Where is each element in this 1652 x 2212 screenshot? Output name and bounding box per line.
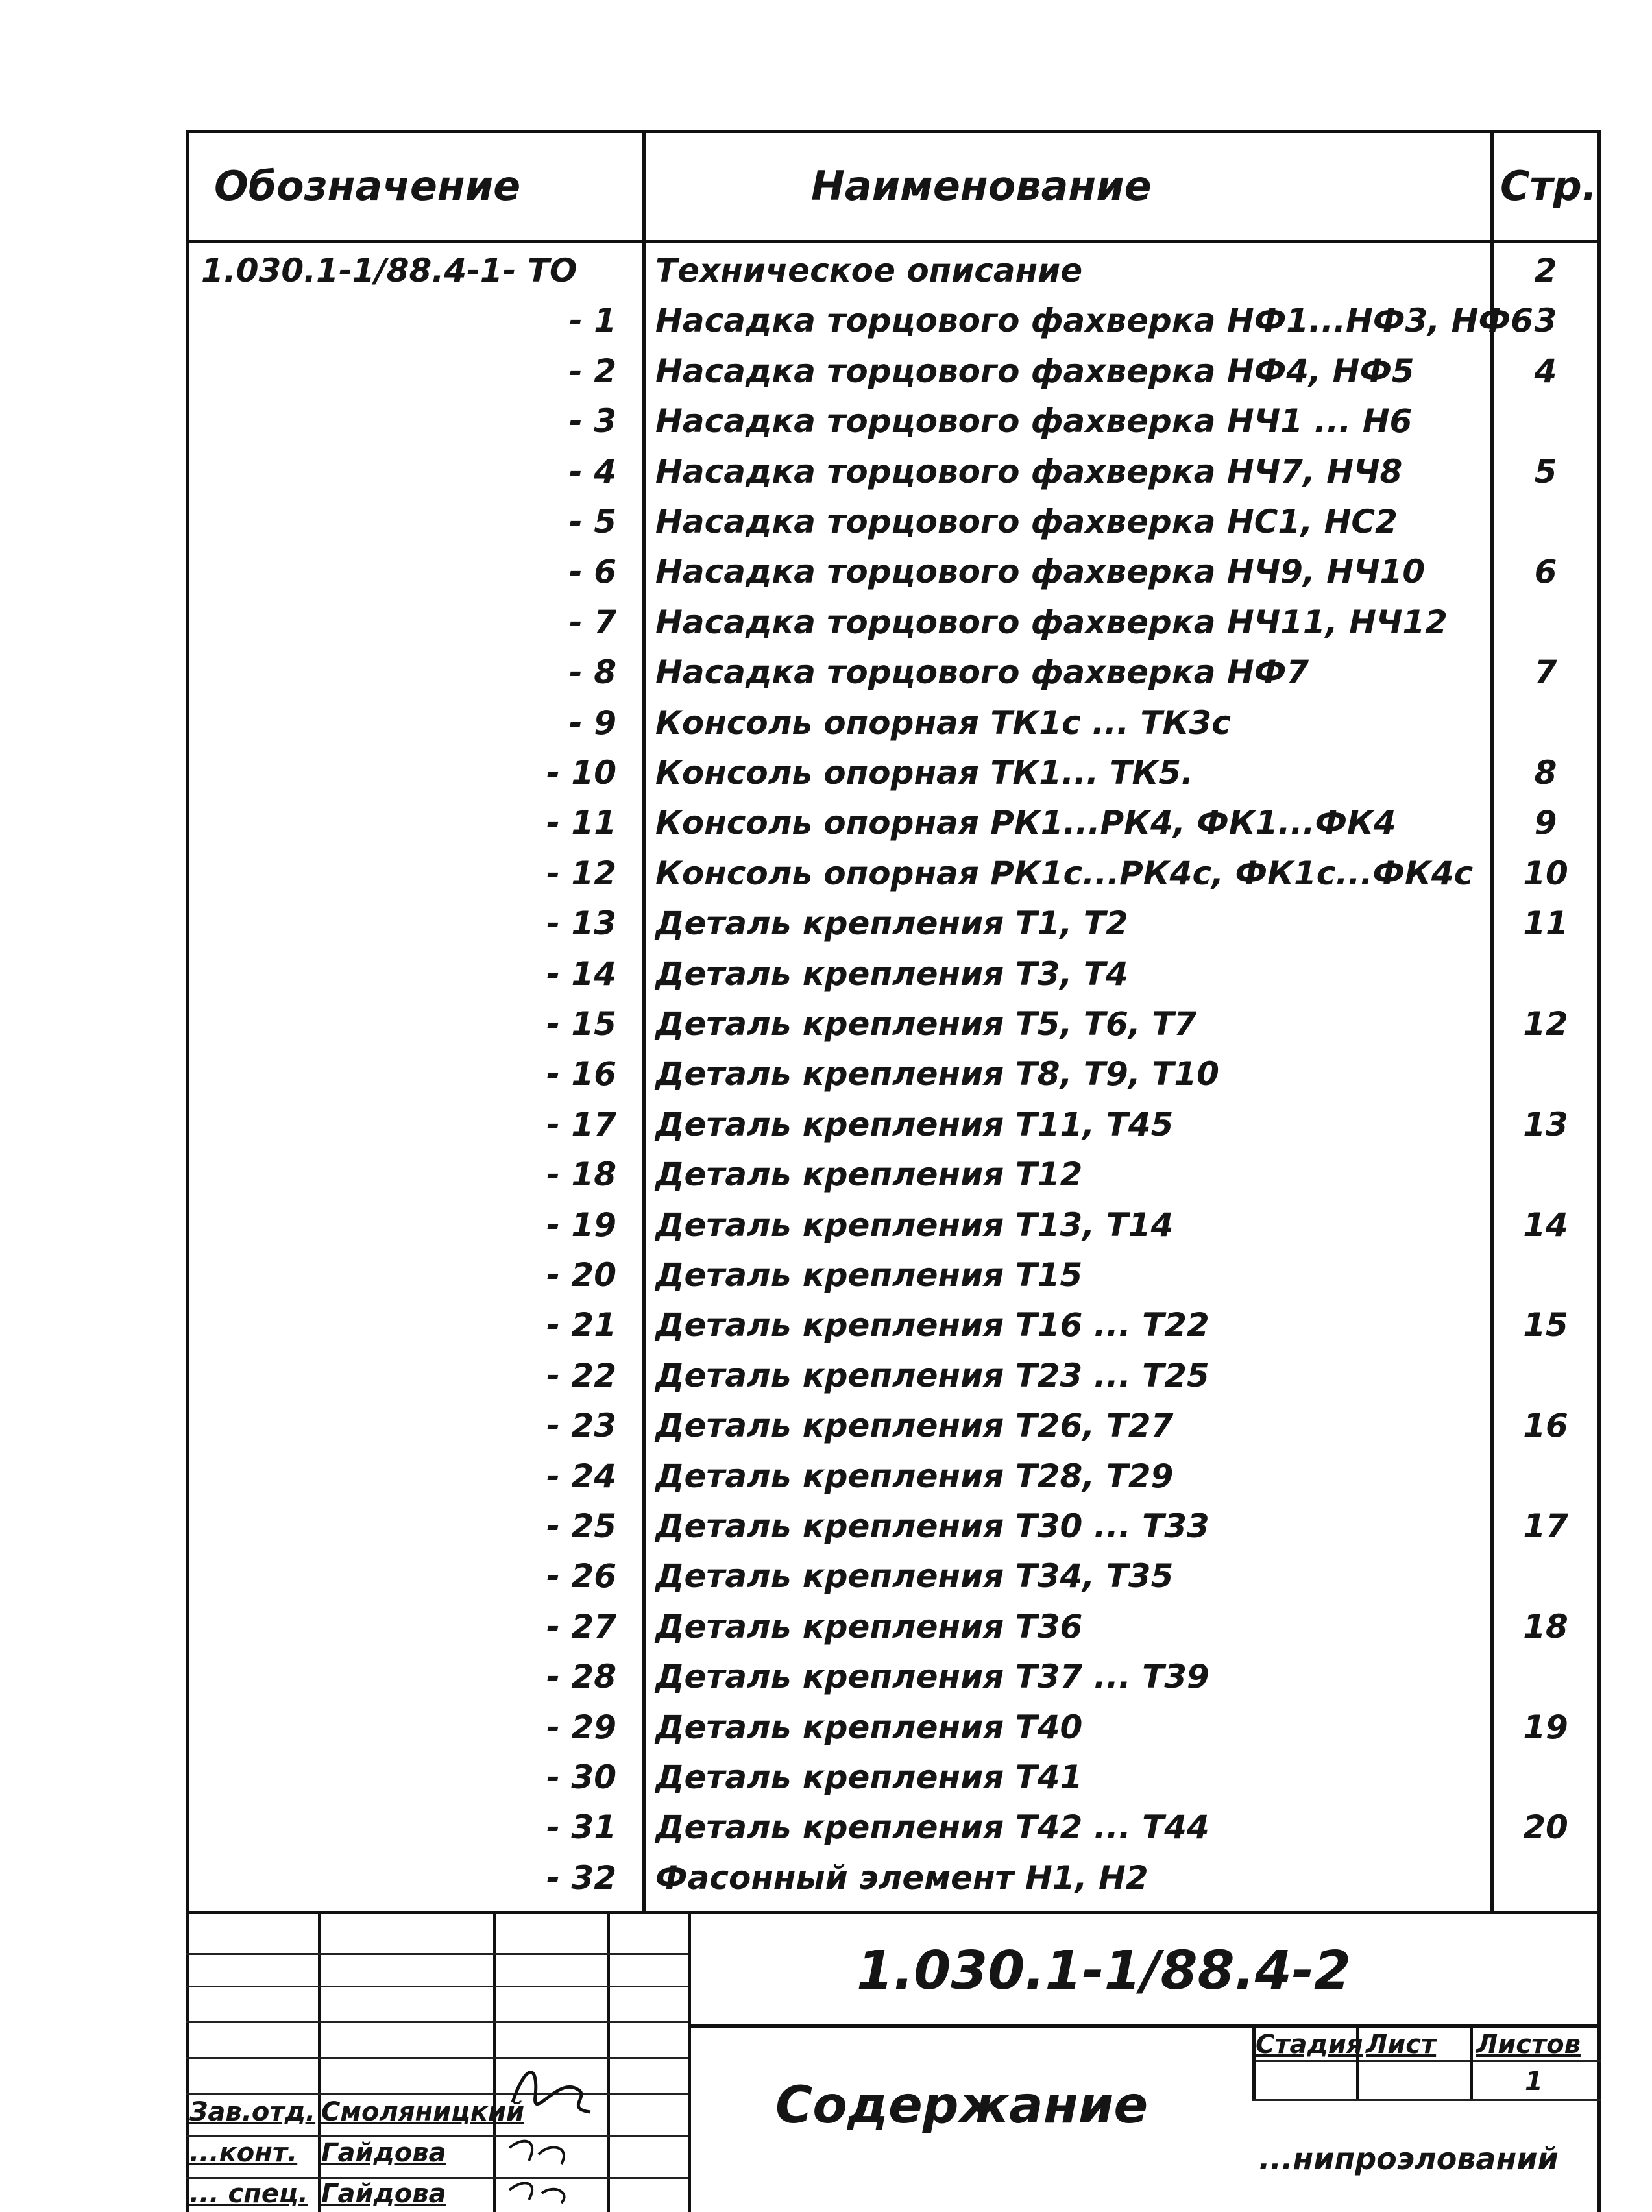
row-name: Деталь крепления Т16 ... Т22 <box>655 1306 1209 1344</box>
row-name: Консоль опорная ТК1... ТК5. <box>655 754 1194 792</box>
stamp-divider-b <box>493 1911 496 2212</box>
stamp-line-5 <box>186 2093 688 2095</box>
row-name: Техническое описание <box>655 252 1083 289</box>
header-designation: Обозначение <box>214 162 521 210</box>
row-page: 11 <box>1523 905 1568 943</box>
document-code: 1.030.1-1/88.4-2 <box>856 1940 1352 2002</box>
col-divider-1 <box>642 130 646 1914</box>
stamp-stage-line-1 <box>1252 2060 1601 2062</box>
stamp-name-1: Смоляницкий <box>321 2097 525 2127</box>
row-code: - 9 <box>569 703 616 742</box>
stamp-line-3 <box>186 2021 688 2023</box>
row-code: - 8 <box>569 653 616 692</box>
col-divider-2 <box>1490 130 1494 1914</box>
row-page: 16 <box>1523 1407 1568 1445</box>
row-name: Насадка торцового фахверка НФ7 <box>655 653 1309 692</box>
row-code: - 3 <box>569 402 616 441</box>
row-name: Консоль опорная РК1...РК4, ФК1...ФК4 <box>655 804 1396 842</box>
row-code: - 26 <box>546 1557 616 1596</box>
header-divider <box>186 240 1601 243</box>
row-page: 17 <box>1523 1507 1568 1545</box>
stamp-stage-label: Стадия <box>1256 2030 1363 2060</box>
header-name: Наименование <box>811 162 1152 210</box>
row-page: 9 <box>1534 804 1557 842</box>
row-name: Деталь крепления Т37 ... Т39 <box>655 1658 1209 1696</box>
row-page: 13 <box>1523 1105 1568 1143</box>
row-page: 10 <box>1523 854 1568 892</box>
row-page: 12 <box>1523 1005 1568 1043</box>
row-name: Насадка торцового фахверка НЧ9, НЧ10 <box>655 553 1426 591</box>
stamp-line-4 <box>186 2057 688 2059</box>
row-name: Деталь крепления Т15 <box>655 1256 1083 1294</box>
row-page: 20 <box>1523 1808 1568 1847</box>
stamp-role-3: ... спец. <box>189 2179 308 2209</box>
row-code: - 31 <box>546 1808 616 1847</box>
row-code: - 15 <box>546 1005 616 1043</box>
header-page: Стр. <box>1500 162 1597 210</box>
row-code: - 20 <box>546 1256 616 1294</box>
stamp-line-1 <box>186 1953 688 1955</box>
row-name: Деталь крепления Т34, Т35 <box>655 1557 1174 1596</box>
row-code: - 32 <box>546 1858 616 1897</box>
stamp-stage-line-2 <box>1252 2099 1601 2101</box>
row-name: Консоль опорная ТК1с ... ТК3с <box>655 703 1231 742</box>
row-code: - 4 <box>569 452 616 491</box>
row-page: 6 <box>1534 553 1557 591</box>
stamp-sheets-label: Листов <box>1476 2030 1581 2060</box>
stamp-divider-c <box>607 1911 610 2212</box>
stamp-top-line <box>186 1911 1601 1914</box>
row-name: Насадка торцового фахверка НС1, НС2 <box>655 503 1398 541</box>
row-code: - 29 <box>546 1708 616 1746</box>
row-code: - 7 <box>569 603 616 641</box>
row-name: Деталь крепления Т36 <box>655 1607 1083 1646</box>
stamp-stage-div-3 <box>1470 2024 1473 2099</box>
row-name: Деталь крепления Т5, Т6, Т7 <box>655 1005 1197 1043</box>
row-name: Деталь крепления Т41 <box>655 1758 1083 1796</box>
row-code: - 18 <box>546 1156 616 1194</box>
row-name: Деталь крепления Т13, Т14 <box>655 1206 1174 1244</box>
row-name: Консоль опорная РК1с...РК4с, ФК1с...ФК4с <box>655 854 1474 892</box>
stamp-divider-main <box>688 1911 691 2212</box>
row-code: - 16 <box>546 1055 616 1093</box>
row-code: - 25 <box>546 1507 616 1545</box>
row-code: - 6 <box>569 553 616 591</box>
row-page: 7 <box>1534 653 1557 692</box>
row-code: - 14 <box>546 954 616 993</box>
row-code: - 22 <box>546 1356 616 1394</box>
signatures <box>500 2050 603 2206</box>
row-page: 14 <box>1523 1206 1568 1244</box>
row-name: Деталь крепления Т11, Т45 <box>655 1105 1174 1143</box>
row-name: Деталь крепления Т23 ... Т25 <box>655 1356 1209 1394</box>
row-name: Насадка торцового фахверка НЧ7, НЧ8 <box>655 452 1403 491</box>
row-name: Насадка торцового фахверка НФ1...НФ3, НФ6 <box>655 302 1533 340</box>
row-name: Фасонный элемент Н1, Н2 <box>655 1858 1148 1897</box>
row-page: 15 <box>1523 1306 1568 1344</box>
row-name: Деталь крепления Т30 ... Т33 <box>655 1507 1209 1545</box>
row-code: 1.030.1-1/88.4-1- ТО <box>201 252 577 289</box>
document-title: Содержание <box>775 2076 1148 2135</box>
row-page: 19 <box>1523 1708 1568 1746</box>
row-name: Деталь крепления Т40 <box>655 1708 1083 1746</box>
row-code: - 1 <box>569 302 616 340</box>
row-name: Деталь крепления Т28, Т29 <box>655 1457 1174 1495</box>
row-code: - 13 <box>546 905 616 943</box>
row-code: - 2 <box>569 352 616 390</box>
row-name: Деталь крепления Т12 <box>655 1156 1083 1194</box>
row-code: - 24 <box>546 1457 616 1495</box>
row-code: - 10 <box>546 754 616 792</box>
stamp-name-3: Гайдова <box>321 2179 446 2209</box>
stamp-organization: ...нипроэлований <box>1259 2141 1559 2176</box>
row-code: - 23 <box>546 1407 616 1445</box>
row-name: Деталь крепления Т26, Т27 <box>655 1407 1174 1445</box>
row-code: - 5 <box>569 503 616 541</box>
row-page: 18 <box>1523 1607 1568 1646</box>
row-code: - 17 <box>546 1105 616 1143</box>
stamp-name-2: Гайдова <box>321 2138 446 2168</box>
row-code: - 11 <box>546 804 616 842</box>
row-code: - 27 <box>546 1607 616 1646</box>
row-name: Насадка торцового фахверка НЧ11, НЧ12 <box>655 603 1448 641</box>
row-page: 2 <box>1534 252 1557 289</box>
stamp-role-2: ...конт. <box>189 2138 298 2168</box>
row-page: 8 <box>1534 754 1557 792</box>
row-page: 4 <box>1534 352 1557 390</box>
row-name: Деталь крепления Т42 ... Т44 <box>655 1808 1209 1847</box>
row-name: Деталь крепления Т8, Т9, Т10 <box>655 1055 1219 1093</box>
row-code: - 28 <box>546 1658 616 1696</box>
row-name: Насадка торцового фахверка НЧ1 ... Н6 <box>655 402 1413 441</box>
row-code: - 30 <box>546 1758 616 1796</box>
row-name: Деталь крепления Т1, Т2 <box>655 905 1128 943</box>
row-code: - 19 <box>546 1206 616 1244</box>
stamp-code-line <box>688 2024 1601 2028</box>
row-page: 3 <box>1534 302 1557 340</box>
row-page: 5 <box>1534 452 1557 491</box>
row-name: Насадка торцового фахверка НФ4, НФ5 <box>655 352 1415 390</box>
stamp-sheet-label: Лист <box>1366 2030 1437 2060</box>
stamp-role-1: Зав.отд. <box>189 2097 316 2127</box>
row-name: Деталь крепления Т3, Т4 <box>655 954 1128 993</box>
stamp-line-2 <box>186 1986 688 1987</box>
row-code: - 21 <box>546 1306 616 1344</box>
stamp-line-6 <box>186 2135 688 2137</box>
row-code: - 12 <box>546 854 616 892</box>
stamp-sheets-value: 1 <box>1525 2067 1543 2097</box>
